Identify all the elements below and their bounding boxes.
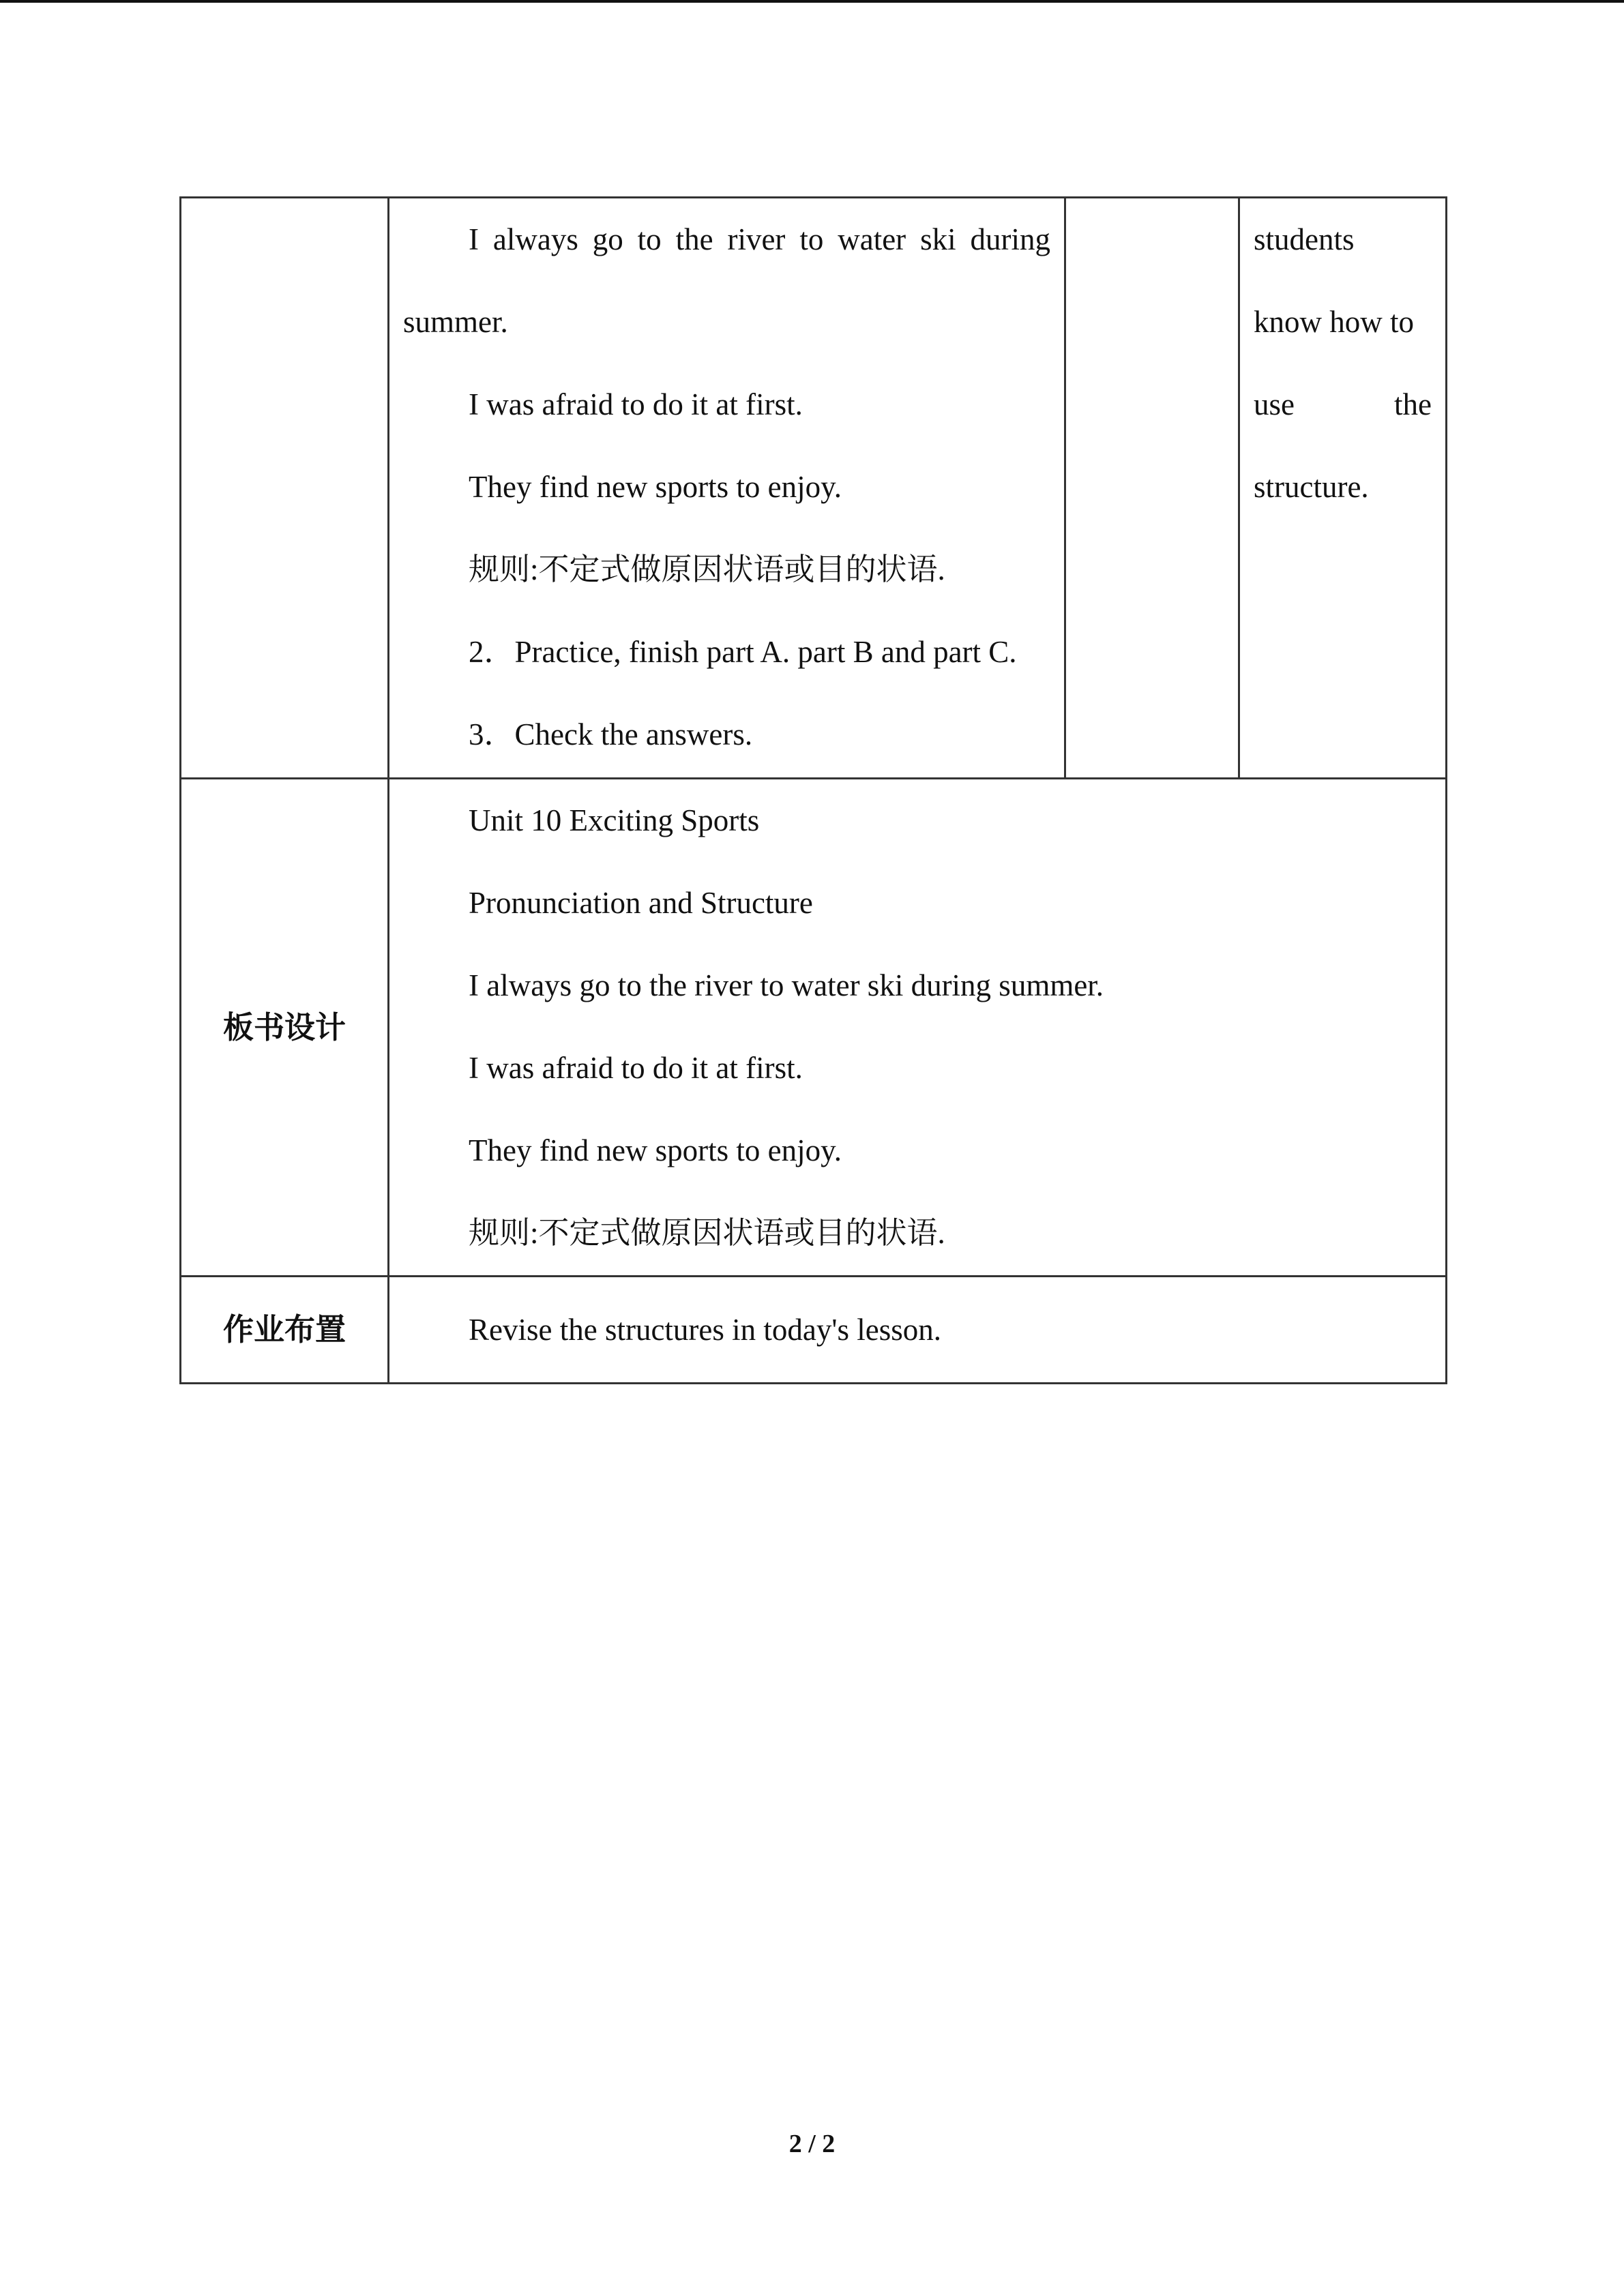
page-top-border bbox=[0, 0, 1624, 3]
table-row bbox=[181, 1277, 1447, 1384]
procedure-line: 3．Check the answers. bbox=[469, 717, 753, 751]
purpose-line: use the bbox=[1254, 387, 1432, 421]
page-number: 2 / 2 bbox=[788, 2130, 836, 2158]
procedure-cell bbox=[389, 198, 1065, 779]
board-line: Unit 10 Exciting Sports bbox=[469, 803, 760, 837]
table-row bbox=[181, 779, 1447, 1277]
empty-label-cell bbox=[181, 198, 389, 779]
purpose-cell bbox=[1239, 198, 1447, 779]
board-line: I always go to the river to water ski during summer. bbox=[469, 968, 1104, 1002]
homework-text: Revise the structures in today's lesson. bbox=[469, 1313, 941, 1347]
board-line: 规则:不定式做原因状语或目的状语. bbox=[469, 1216, 945, 1250]
procedure-line: 2．Practice, finish part A. part B and part C. bbox=[469, 635, 1017, 669]
procedure-line: They find new sports to enjoy. bbox=[469, 470, 842, 504]
lesson-plan-table bbox=[179, 196, 1447, 1384]
table-row bbox=[181, 198, 1447, 779]
procedure-line: I always go to the river to water ski during summer. bbox=[403, 222, 1050, 339]
purpose-line: know how to bbox=[1254, 305, 1414, 339]
board-line: Pronunciation and Structure bbox=[469, 886, 813, 920]
board-design-cell bbox=[389, 779, 1447, 1277]
purpose-line: structure. bbox=[1254, 470, 1369, 504]
purpose-line: students bbox=[1254, 222, 1355, 256]
homework-label: 作业布置 bbox=[181, 1277, 389, 1384]
empty-activity-cell bbox=[1065, 198, 1239, 779]
procedure-line: I was afraid to do it at first. bbox=[469, 387, 803, 421]
board-design-label: 板书设计 bbox=[181, 779, 389, 1277]
homework-cell bbox=[389, 1277, 1447, 1384]
board-line: They find new sports to enjoy. bbox=[469, 1133, 842, 1167]
board-line: I was afraid to do it at first. bbox=[469, 1051, 803, 1085]
procedure-line: 规则:不定式做原因状语或目的状语. bbox=[469, 552, 945, 586]
